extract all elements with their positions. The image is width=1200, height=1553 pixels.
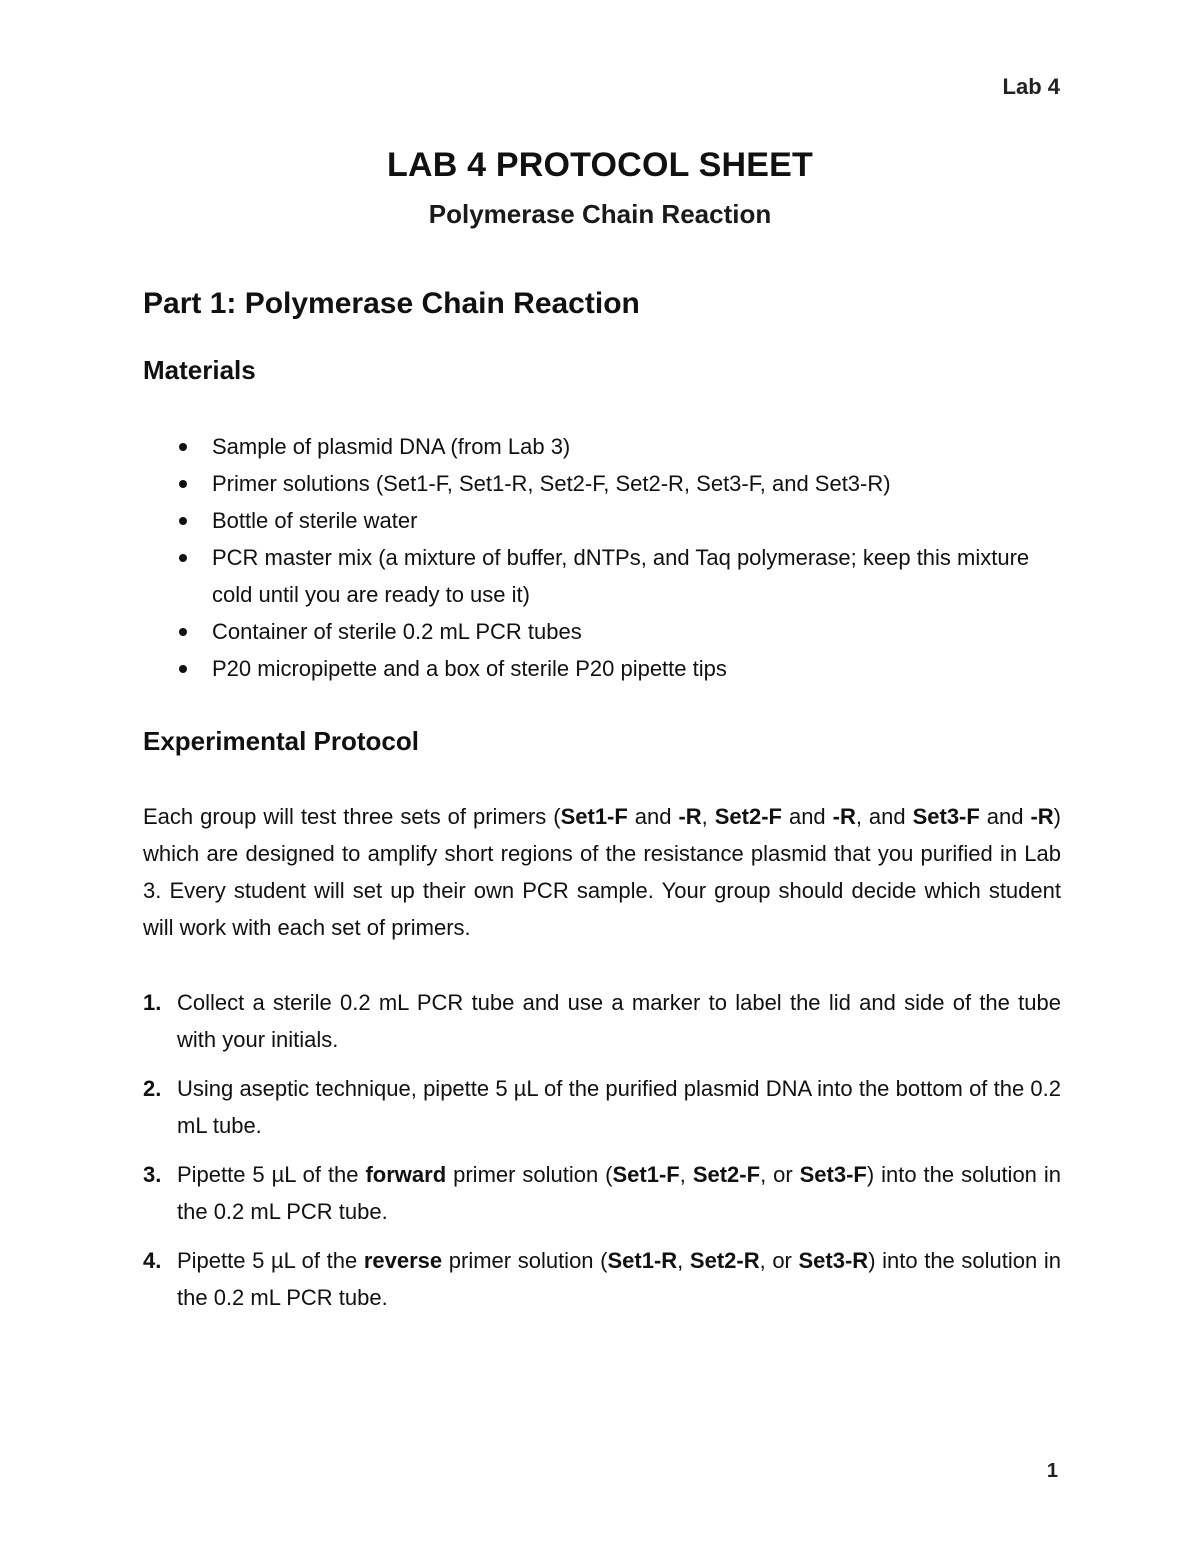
step-text: primer solution ( — [446, 1162, 613, 1187]
protocol-step — [143, 1156, 1061, 1230]
document-subtitle: Polymerase Chain Reaction — [428, 199, 772, 229]
part1-heading: Part 1: Polymerase Chain Reaction — [143, 287, 640, 320]
protocol-steps — [143, 984, 1061, 1328]
material-text: Sample of plasmid DNA (from Lab 3) — [212, 434, 571, 459]
bullet-icon — [179, 665, 187, 673]
material-text: Bottle of sterile water — [212, 508, 418, 533]
list-item — [143, 465, 1063, 502]
list-item — [143, 502, 1063, 539]
intro-text: ) which are designed to amplify short regions of the resistance plasmid that you purified in Lab 3. Every student will set up their own PCR sample. Your group should decide which student will work with each set of primers. — [143, 804, 1061, 940]
step-bold: Set3-F — [799, 1162, 867, 1187]
material-text: Primer solutions (Set1-F, Set1-R, Set2-F, Set2-R, Set3-F, and Set3-R) — [212, 471, 891, 496]
document-title: LAB 4 PROTOCOL SHEET — [387, 146, 813, 184]
protocol-intro — [143, 798, 1061, 946]
protocol-step — [143, 1242, 1061, 1316]
intro-text: and — [979, 804, 1031, 829]
bullet-icon — [179, 517, 187, 525]
step-text: ) into the solution in the 0.2 mL PCR tube. — [177, 1162, 1061, 1224]
intro-bold: Set1-F — [560, 804, 628, 829]
intro-bold: -R — [832, 804, 856, 829]
intro-bold: -R — [1030, 804, 1054, 829]
step-bold: Set3-R — [798, 1248, 869, 1273]
step-number: 3. — [143, 1162, 162, 1187]
intro-text: , — [701, 804, 715, 829]
intro-bold: Set3-F — [912, 804, 980, 829]
step-bold: forward — [365, 1162, 447, 1187]
bullet-icon — [179, 554, 187, 562]
intro-text: , and — [855, 804, 913, 829]
list-item — [143, 613, 1063, 650]
step-bold: Set1-F — [612, 1162, 680, 1187]
intro-text: and — [627, 804, 679, 829]
step-text: primer solution ( — [442, 1248, 608, 1273]
step-text: Pipette 5 µL of the — [177, 1248, 364, 1273]
step-text: ) into the solution in the 0.2 mL PCR tube. — [177, 1248, 1061, 1310]
materials-list — [143, 428, 1063, 687]
material-text: PCR master mix (a mixture of buffer, dNTPs, and Taq polymerase; keep this mixture cold until you are ready to use it) — [212, 545, 1030, 607]
step-bold: Set2-R — [689, 1248, 760, 1273]
bullet-icon — [179, 628, 187, 636]
intro-text: Each group will test three sets of primers ( — [143, 804, 561, 829]
step-text: , — [679, 1162, 693, 1187]
protocol-step — [143, 1070, 1061, 1144]
step-number: 4. — [143, 1248, 162, 1273]
step-text: , or — [760, 1162, 800, 1187]
step-bold: Set2-F — [692, 1162, 761, 1187]
step-number: 1. — [143, 990, 162, 1015]
step-bold: reverse — [363, 1248, 443, 1273]
step-number: 2. — [143, 1076, 162, 1101]
protocol-heading: Experimental Protocol — [143, 726, 419, 756]
step-text: Using aseptic technique, pipette 5 µL of the purified plasmid DNA into the bottom of the 0.2 mL tube. — [177, 1076, 1061, 1138]
materials-heading: Materials — [143, 355, 256, 385]
list-item — [143, 650, 1063, 687]
bullet-icon — [179, 443, 187, 451]
material-text: P20 micropipette and a box of sterile P20 pipette tips — [212, 656, 727, 681]
intro-bold: Set2-F — [714, 804, 782, 829]
step-text: Pipette 5 µL of the — [177, 1162, 366, 1187]
protocol-step — [143, 984, 1061, 1058]
page-number: 1 — [1046, 1460, 1058, 1482]
step-bold: Set1-R — [607, 1248, 678, 1273]
material-text: Container of sterile 0.2 mL PCR tubes — [212, 619, 582, 644]
intro-text: and — [782, 804, 833, 829]
step-text: , or — [759, 1248, 799, 1273]
step-text: , — [677, 1248, 690, 1273]
intro-bold: -R — [678, 804, 702, 829]
bullet-icon — [179, 480, 187, 488]
list-item — [143, 539, 1063, 613]
running-header: Lab 4 — [1002, 74, 1060, 99]
list-item — [143, 428, 1063, 465]
step-text: Collect a sterile 0.2 mL PCR tube and use a marker to label the lid and side of the tube with your initials. — [177, 990, 1061, 1052]
